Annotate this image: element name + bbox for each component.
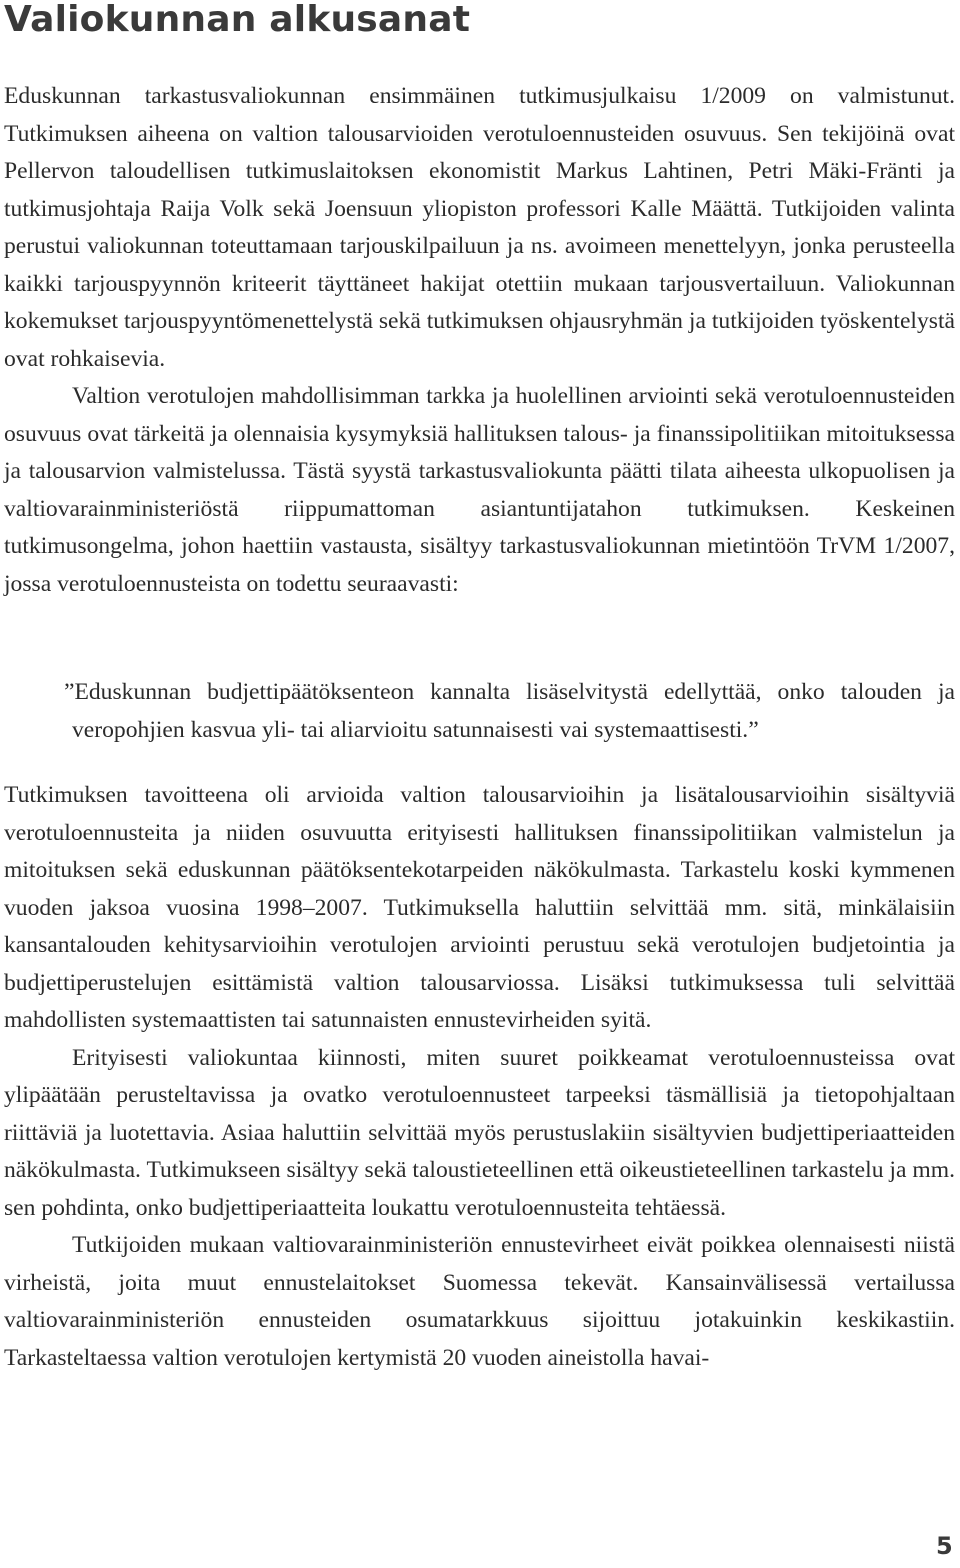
page-title: Valiokunnan alkusanat xyxy=(4,0,471,40)
paragraph: Valtion verotulojen mahdollisimman tarkka ja huolellinen arviointi sekä verotuloennusteiden osuvuus ovat tärkeitä ja olennaisia kysymyksiä hallituksen talous- ja finanssipolitiikan mitoituksessa ja talousarvion valmistelussa. Tästä syystä tarkastusvaliokunta päätti tilata aiheesta ulkopuolisen ja valtiovarainministeriöstä riippumattoman asiantuntijatahon tutkimuksen. Keskeinen tutkimusongelma, johon haettiin vastausta, sisältyy tarkastusvaliokunnan mietintöön TrVM 1/2007, jossa verotuloennusteista on todettu seuraavasti: xyxy=(4,383,955,597)
intro-section xyxy=(4,78,955,603)
paragraph: Eduskunnan tarkastusvaliokunnan ensimmäinen tutkimusjulkaisu 1/2009 on valmistunut. Tutkimuksen aiheena on valtion talousarvioiden verotuloennusteiden osuvuus. Sen tekijöinä ovat Pellervon taloudellisen tutkimuslaitoksen ekonomistit Markus Lahtinen, Petri Mäki-Fränti ja tutkimusjohtaja Raija Volk sekä Joensuun yliopiston professori Kalle Määttä. Tutkijoiden valinta perustui valiokunnan toteuttamaan tarjouskilpailuun ja ns. avoimeen menettelyyn, jonka perusteella kaikki tarjouspyynnön kriteerit täyttäneet hakijat otettiin mukaan tarjousvertailuun. Valiokunnan kokemukset tarjouspyyntömenettelystä sekä tutkimuksen ohjausryhmän ja tutkijoiden työskentelystä ovat rohkaisevia. xyxy=(4,83,955,372)
page-number: 5 xyxy=(936,1532,953,1560)
paragraph: Tutkijoiden mukaan valtiovarainministeriön ennustevirheet eivät poikkea olennaisesti niistä virheistä, joita muut ennustelaitokset Suomessa tekevät. Kansainvälisessä vertailussa valtiovarainministeriön ennusteiden osumatarkkuus sijoittuu jotakuinkin keskikastiin. Tarkasteltaessa valtion verotulojen kertymistä 20 vuoden aineistolla havai- xyxy=(4,1232,955,1371)
paragraph: Tutkimuksen tavoitteena oli arvioida valtion talousarvioihin ja lisätalousarvioihin sisältyviä verotuloennusteita ja niiden osuvuutta erityisesti hallituksen finanssipolitiikan valmistelun ja mitoituksen sekä eduskunnan päätöksentekotarpeiden näkökulmasta. Tarkastelu koski kymmenen vuoden jaksoa vuosina 1998–2007. Tutkimuksella haluttiin selvittää mm. sitä, minkälaisiin kansantalouden kehitysarvioihin verotulojen arviointi perustuu sekä verotulojen budjetointia ja budjettiperustelujen esittämistä valtion talousarviossa. Lisäksi tutkimuksessa tuli selvittää mahdollisten systemaattisten tai satunnaisten ennustevirheiden syitä. xyxy=(4,782,955,1033)
block-quote: ”Eduskunnan budjettipäätöksenteon kannalta lisäselvitystä edellyttää, onko talouden ja veropohjien kasvua yli- tai aliarvioitu satunnaisesti vai systemaattisesti.” xyxy=(64,679,955,743)
main-section xyxy=(4,777,955,1377)
paragraph: Erityisesti valiokuntaa kiinnosti, miten suuret poikkeamat verotuloennusteissa ovat ylipäätään perusteltavissa ja ovatko verotuloennusteet tarpeeksi täsmällisiä ja tietopohjaltaan riittäviä ja luotettavia. Asiaa haluttiin selvittää myös perustuslakiin sisältyvien budjettiperiaatteiden näkökulmasta. Tutkimukseen sisältyy sekä taloustieteellinen että oikeustieteellinen tarkastelu ja mm. sen pohdinta, onko budjettiperiaatteita loukattu verotuloennusteita tehtäessä. xyxy=(4,1044,955,1221)
